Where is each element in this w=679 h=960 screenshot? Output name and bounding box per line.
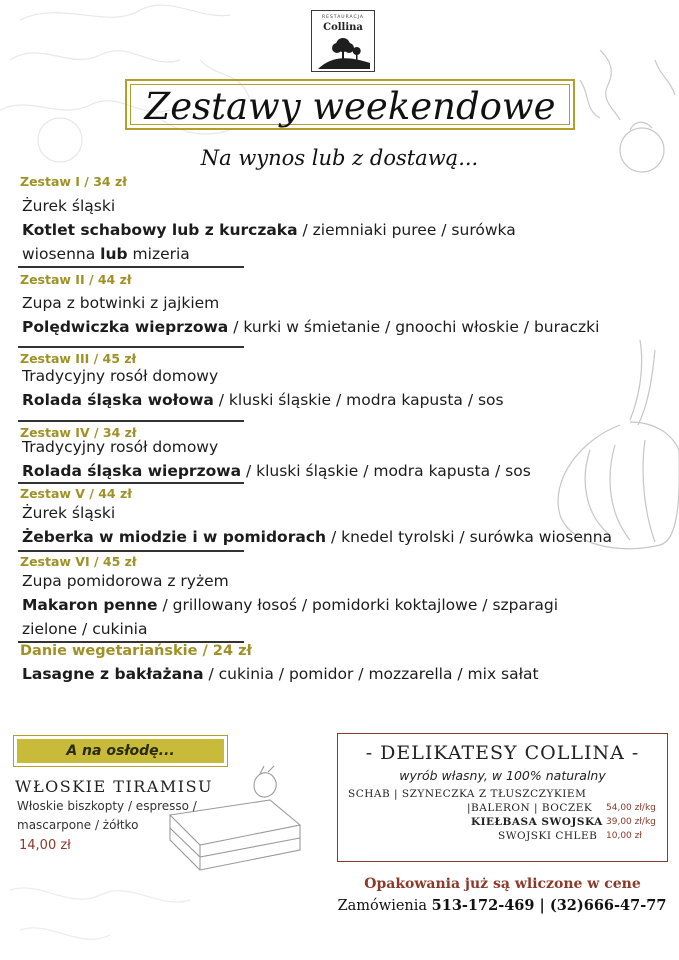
set-1-main: [22, 221, 516, 239]
deli-subtitle: wyrób własny, w 100% naturalny: [399, 768, 606, 783]
deli-title: - DELIKATESY COLLINA -: [365, 742, 640, 764]
set-4-soup: Tradycyjny rosół domowy: [22, 438, 219, 456]
set-3-soup: Tradycyjny rosół domowy: [22, 367, 219, 385]
deli-price-2: 39,00 zł/kg: [606, 817, 656, 827]
title-frame: [125, 79, 575, 130]
deli-price-1: 54,00 zł/kg: [606, 803, 656, 813]
deli-price-3: 10,00 zł: [606, 831, 642, 841]
logo-name: Collina: [323, 22, 363, 33]
set-1-cont-post: mizeria: [127, 245, 190, 263]
set-1-soup: Żurek śląski: [22, 197, 116, 215]
set-3-header: Zestaw III / 45 zł: [20, 351, 137, 366]
dessert-description-1: Włoskie biszkopty / espresso /: [17, 799, 197, 813]
set-6-main-continued: zielone / cukinia: [22, 620, 148, 638]
set-5-header: Zestaw V / 44 zł: [20, 486, 132, 501]
set-5-main: [22, 528, 612, 546]
vegetarian-main: [22, 665, 539, 683]
packaging-note: Opakowania już są wliczone w cene: [364, 876, 641, 892]
set-1-main-dish: Kotlet schabowy lub z kurczaka: [22, 221, 298, 239]
dessert-name: WŁOSKIE TIRAMISU: [15, 777, 214, 796]
dessert-label: A na osłodę...: [66, 743, 175, 759]
set-2-main: [22, 318, 599, 336]
divider: [18, 482, 244, 484]
order-phones: [327, 897, 677, 914]
set-2-main-dish: Polędwiczka wieprzowa: [22, 318, 229, 336]
set-1-main-sides: / ziemniaki puree / surówka: [297, 221, 516, 239]
set-4-header: Zestaw IV / 34 zł: [20, 425, 137, 440]
divider: [18, 266, 244, 268]
phone-1: 513-172-469: [431, 897, 535, 914]
set-6-main: [22, 596, 558, 614]
set-3-main-dish: Rolada śląska wołowa: [22, 391, 214, 409]
divider: [18, 346, 244, 348]
deli-box: [337, 733, 668, 862]
set-2-header: Zestaw II / 44 zł: [20, 272, 132, 287]
set-3-main-sides: / kluski śląskie / modra kapusta / sos: [213, 391, 504, 409]
decorative-sketch-bottom-left: [0, 870, 200, 960]
logo-small-text: RESTAURACJA: [321, 15, 364, 20]
tree-hill-icon: [318, 37, 370, 69]
divider: [18, 550, 244, 552]
dessert-description-2: mascarpone / żółtko: [17, 818, 139, 832]
set-5-soup: Żurek śląski: [22, 504, 116, 522]
phone-separator: |: [534, 897, 550, 914]
set-2-soup: Zupa z botwinki z jajkiem: [22, 294, 220, 312]
deli-row-1: SCHAB | SZYNECZKA Z TŁUSZCZYKIEM: [348, 788, 587, 800]
set-1-cont-pre: wiosenna: [22, 245, 101, 263]
page-subtitle: Na wynos lub z dostawą...: [200, 146, 479, 170]
dessert-price: 14,00 zł: [19, 838, 71, 853]
set-2-main-sides: / kurki w śmietanie / gnoochi włoskie / buraczki: [228, 318, 600, 336]
deli-row-3: KIEŁBASA SWOJSKA: [471, 816, 603, 828]
page-title: Zestawy weekendowe: [144, 85, 556, 128]
set-6-header: Zestaw VI / 45 zł: [20, 554, 137, 569]
set-1-cont-bold: lub: [100, 245, 128, 263]
deli-row-4: SWOJSKI CHLEB: [498, 830, 598, 842]
restaurant-logo: [311, 10, 375, 72]
onion-sketch-icon: [520, 330, 679, 560]
dessert-label-box: [13, 735, 228, 767]
set-4-main-dish: Rolada śląska wieprzowa: [22, 462, 242, 480]
set-5-main-sides: / knedel tyrolski / surówka wiosenna: [326, 528, 613, 546]
set-4-main-sides: / kluski śląskie / modra kapusta / sos: [241, 462, 531, 480]
set-6-main-dish: Makaron penne: [22, 596, 158, 614]
vegetarian-main-dish: Lasagne z bakłażana: [22, 665, 204, 683]
set-5-main-dish: Żeberka w miodzie i w pomidorach: [22, 528, 327, 546]
set-4-main: [22, 462, 531, 480]
divider: [18, 420, 244, 422]
set-6-soup: Zupa pomidorowa z ryżem: [22, 572, 229, 590]
set-3-main: [22, 391, 504, 409]
phone-2: (32)666-47-77: [549, 897, 667, 914]
deli-row-2: |BALERON | BOCZEK: [467, 802, 593, 814]
set-6-main-sides: / grillowany łosoś / pomidorki koktajlowe / szparagi: [157, 596, 559, 614]
set-1-header: Zestaw I / 34 zł: [20, 174, 127, 189]
set-1-main-continued: [22, 245, 190, 263]
vegetarian-main-sides: / cukinia / pomidor / mozzarella / mix sałat: [203, 665, 539, 683]
orders-prefix: Zamówienia: [337, 898, 432, 914]
dessert-label-fill: [17, 739, 224, 763]
vegetarian-header: Danie wegetariańskie / 24 zł: [20, 643, 252, 659]
